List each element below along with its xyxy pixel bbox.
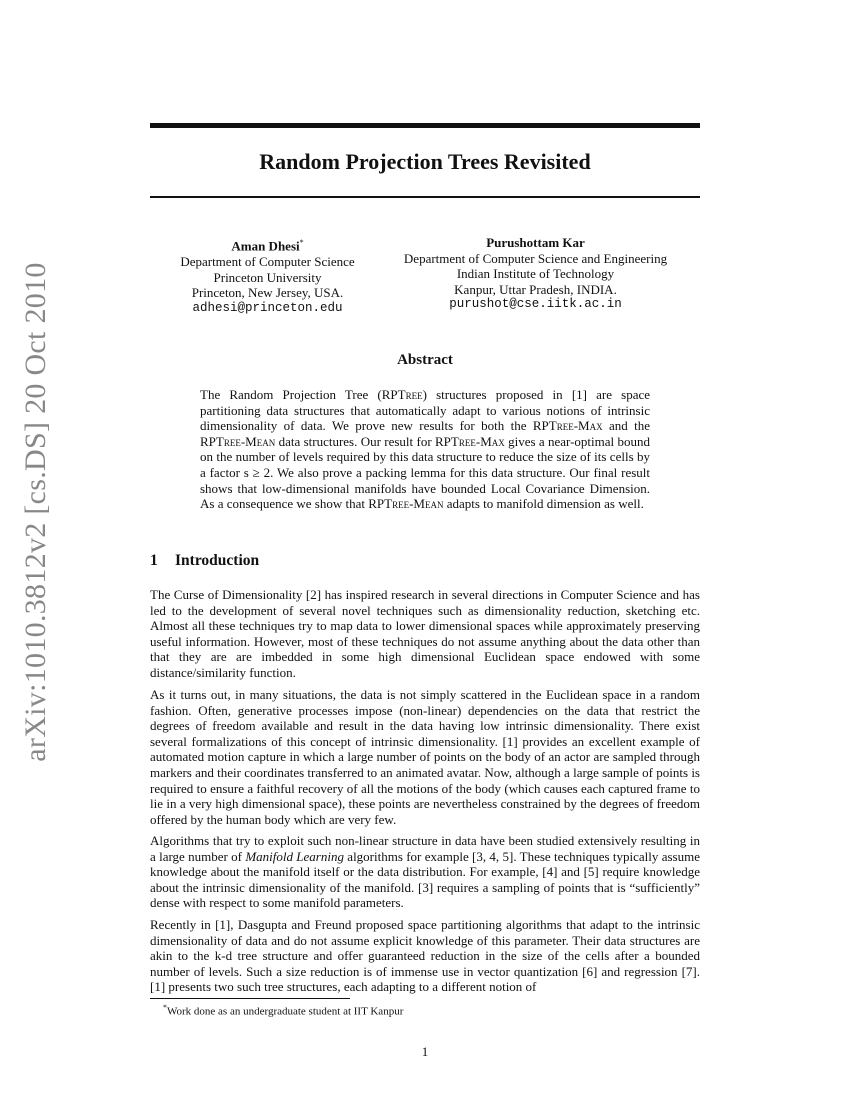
author-inst: Princeton University [213,269,322,285]
author-block-1 [160,235,375,316]
paragraph: Algorithms that try to exploit such non-linear structure in data have been studied extensively resulting in a large number of Manifold Learning algorithms for example [3, 4, 5]. These techniques typically assume knowledge about the manifold itself or the data distribution. For example, [4] and [5] require knowledge about the intrinsic dimensionality of the manifold. [3] requires a sampling of points that is “sufficiently” dense with respect to some manifold parameters. [150,833,700,911]
title-bottom-rule [150,196,700,198]
paragraph: Recently in [1], Dasgupta and Freund proposed space partitioning algorithms that adapt to the intrinsic dimensionality of data and do not assume explicit knowledge of this parameter. Their data structures are akin to the k-d tree structure and offer guaranteed reduction in the size of the cells after a bounded number of levels. Such a size reduction is of immense use in vector quantization [6] and regression [7]. [1] presents two such tree structures, each adapting to a different notion of [150,917,700,995]
author-loc: Princeton, New Jersey, USA. [191,285,344,301]
footnote: *Work done as an undergraduate student at IIT Kanpur [163,1003,404,1018]
author-loc: Kanpur, Uttar Pradesh, INDIA. [454,281,617,297]
footnote-rule [150,998,350,999]
author-name: Purushottam Kar [486,235,585,250]
author-dept: Department of Computer Science [180,253,355,269]
author-dept: Department of Computer Science and Engineering [403,250,668,266]
section-heading [150,552,259,570]
paragraph: The Curse of Dimensionality [2] has inspired research in several directions in Computer Science and has led to the development of several novel techniques such as dimensionality reduction, sketching etc. Almost all these techniques try to map data to lower dimensional spaces while approximately preserving useful information. However, most of these techniques do not assume anything about the data other than that they are are imbedded in some high dimensional Euclidean space endowed with some distance/similarity function. [150,587,700,680]
paragraph: As it turns out, in many situations, the data is not simply scattered in the Euclidean space in a random fashion. Often, generative processes impose (non-linear) dependencies on the data that restrict the degrees of freedom available and result in the data having low intrinsic dimensionality. There exist several formalizations of this concept of intrinsic dimensionality. [1] provides an excellent example of automated motion capture in which a large number of points on the body of an actor are sampled through markers and their coordinates transferred to an animated avatar. Now, although a large sample of points is required to ensure a faithful recovery of all the motions of the body (which causes each captured frame to lie in a very high dimensional space), these points are nevertheless constrained by the degrees of freedom offered by the human body which are very few. [150,687,700,827]
author-name: Aman Dhesi* [231,238,304,254]
section-title: Introduction [175,552,260,569]
abstract-text: The Random Projection Tree (RPTree) structures proposed in [1] are space partitioning data structures that automatically adapt to various notions of intrinsic dimensionality of data. We prove new results for both the RPTree-Max and the RPTree-Mean data structures. Our result for RPTree-Max gives a near-optimal bound on the number of levels required by this data structure to reduce the size of its cells by a factor s ≥ 2. We also prove a packing lemma for this data structure. Our final result shows that low-dimensional manifolds have bounded Local Covariance Dimension. As a consequence we show that RPTree-Mean adapts to manifold dimension as well. [200,387,651,512]
author-email[interactable]: purushot@cse.iitk.ac.in [449,297,622,312]
section-number: 1 [150,552,158,569]
author-block-2 [388,235,683,313]
page-number: 1 [421,1044,429,1059]
abstract-heading: Abstract [397,352,453,368]
arxiv-stamp-text: arXiv:1010.3812v2 [cs.DS] 20 Oct 2010 [19,262,52,762]
paper-title: Random Projection Trees Revisited [259,149,591,174]
author-email[interactable]: adhesi@princeton.edu [192,300,343,315]
title-top-rule [150,123,700,128]
author-inst: Indian Institute of Technology [456,266,615,282]
